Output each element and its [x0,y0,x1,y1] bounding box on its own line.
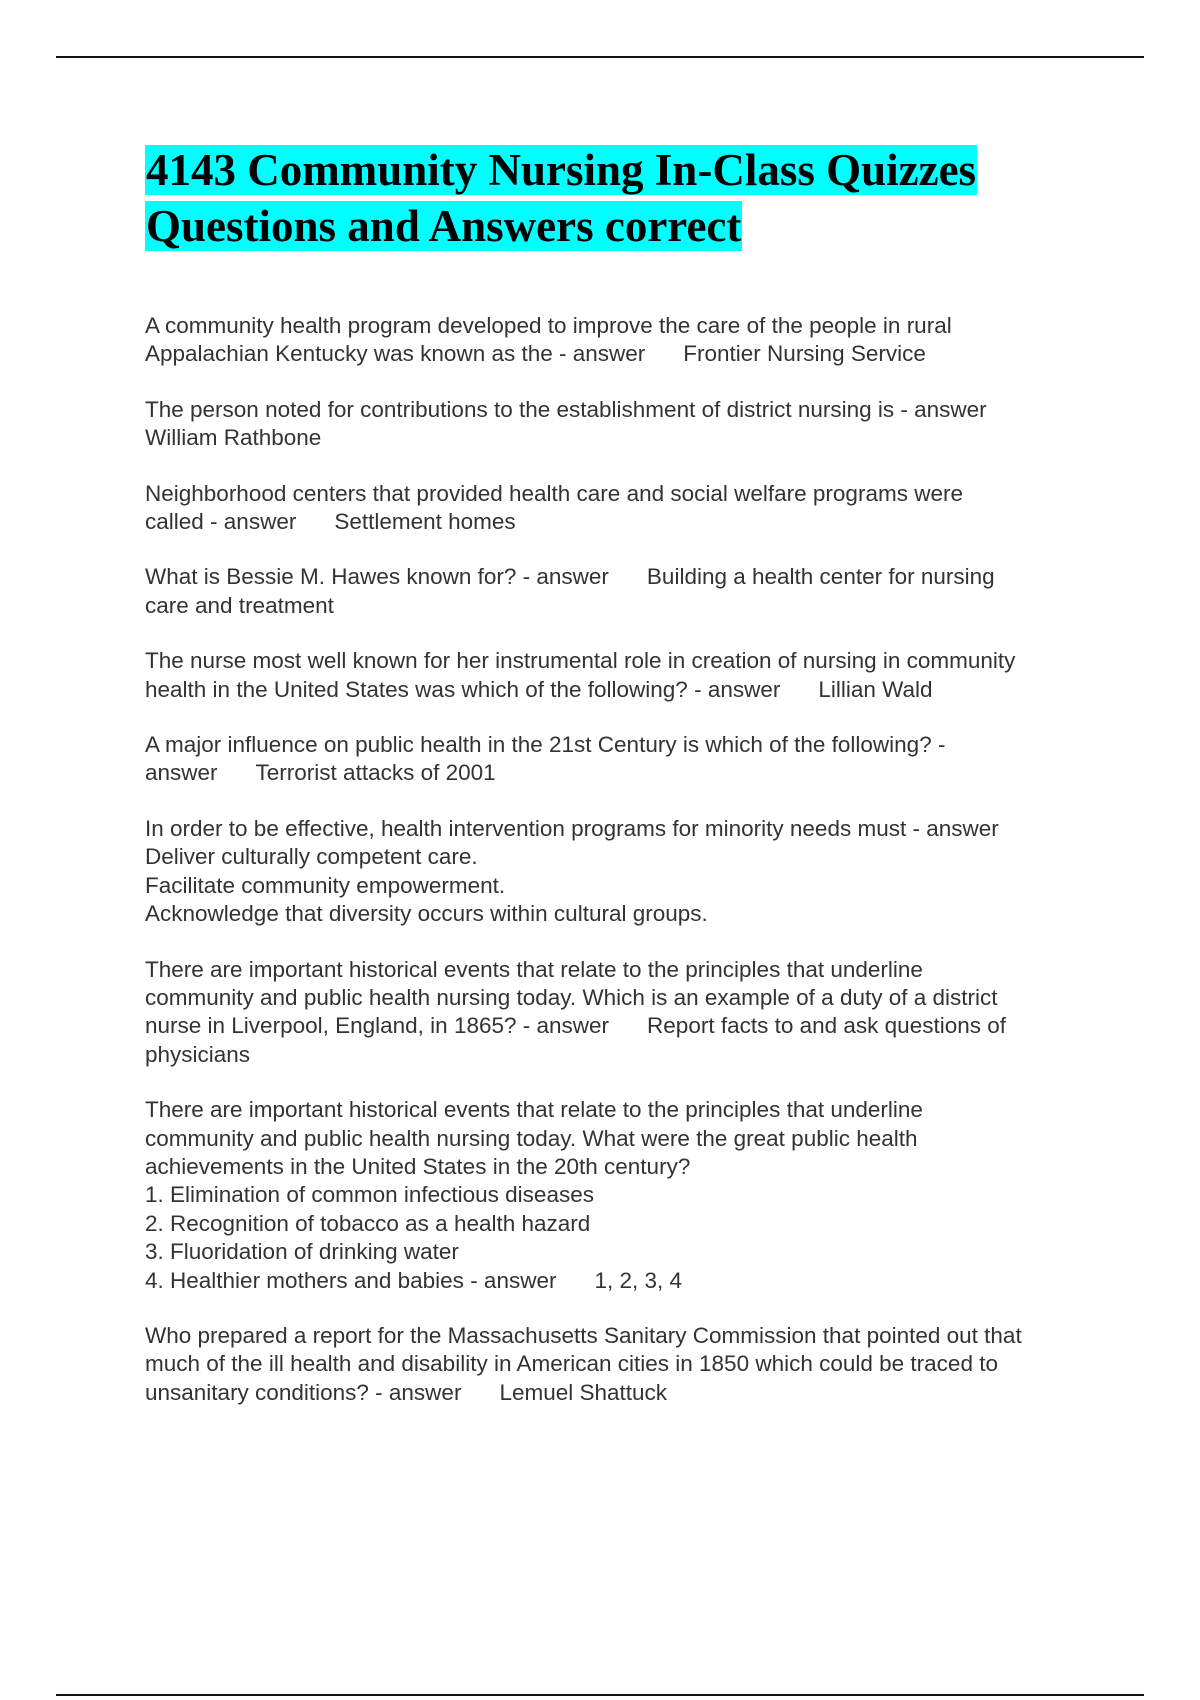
question-line: William Rathbone [145,425,322,451]
answer-marker: - answer [470,1267,557,1293]
bottom-rule [56,1694,1144,1696]
question-line [145,508,1105,536]
question-line: 2. Recognition of tobacco as a health hazard [145,1210,591,1236]
answer-text: Frontier Nursing Service [683,341,926,367]
question-line: community and public health nursing today. What were the great public health [145,1125,918,1151]
answer-marker: - answer [210,509,297,535]
question-line [145,1012,1105,1040]
answer-text: Lemuel Shattuck [499,1379,668,1405]
question-text: 4. Healthier mothers and babies [145,1267,471,1293]
question-line [145,340,1105,368]
qa-item [145,1096,1105,1295]
question-text: What is Bessie M. Hawes known for? [145,564,523,590]
question-line: In order to be effective, health intervention programs for minority needs must - answer [145,815,999,841]
question-text: health in the United States was which of the following? [145,676,695,702]
answer-marker: - answer [522,1013,610,1039]
document-body [145,142,1105,1434]
question-line: 3. Fluoridation of drinking water [145,1239,459,1265]
question-line [145,1379,1105,1407]
question-line: There are important historical events that relate to the principles that underline [145,956,923,982]
question-line: Deliver culturally competent care. [145,844,478,870]
question-line: The person noted for contributions to the establishment of district nursing is - answer [145,396,987,422]
question-line: Acknowledge that diversity occurs within cultural groups. [145,901,708,927]
question-line: much of the ill health and disability in American cities in 1850 which could be traced to [145,1351,998,1377]
qa-item [145,647,1105,704]
question-line: Who prepared a report for the Massachusetts Sanitary Commission that pointed out that [145,1322,1022,1348]
qa-item [145,815,1105,929]
question-text: called [145,509,211,535]
qa-item [145,956,1105,1070]
question-line [145,563,1105,591]
answer-marker: - answer [694,676,781,702]
question-line [145,676,1105,704]
question-line: Neighborhood centers that provided health care and social welfare programs were [145,480,963,506]
answer-continuation: care and treatment [145,592,334,618]
qa-item [145,480,1105,537]
question-line: 1. Elimination of common infectious diseases [145,1182,594,1208]
question-line: There are important historical events that relate to the principles that underline [145,1097,923,1123]
question-text: unsanitary conditions? [145,1379,376,1405]
question-line [145,759,1105,787]
question-line: A major influence on public health in the 21st Century is which of the following? - [145,732,946,758]
question-line: achievements in the United States in the 20th century? [145,1153,691,1179]
question-text: nurse in Liverpool, England, in 1865? [145,1013,523,1039]
answer-marker: - answer [559,341,646,367]
question-line: Facilitate community empowerment. [145,872,506,898]
answer-text: Report facts to and ask questions of [647,1013,1007,1039]
answer-continuation: physicians [145,1041,251,1067]
qa-item [145,1322,1105,1407]
answer-marker: - answer [375,1379,462,1405]
qa-item [145,312,1105,369]
answer-text: Building a health center for nursing [646,564,995,590]
question-line [145,1267,1105,1295]
question-text: answer [145,760,218,786]
answer-text: Terrorist attacks of 2001 [255,760,496,786]
qa-item [145,563,1105,620]
qa-list [145,312,1105,1407]
question-line: The nurse most well known for her instrumental role in creation of nursing in community [145,648,1016,674]
answer-text: 1, 2, 3, 4 [594,1267,683,1293]
title-line: 4143 Community Nursing In-Class Quizzes [146,145,977,195]
page-title [145,142,1105,254]
answer-text: Lillian Wald [818,676,933,702]
qa-item [145,731,1105,788]
answer-text: Settlement homes [334,509,516,535]
answer-marker: - answer [522,564,609,590]
question-text: Appalachian Kentucky was known as the [145,341,559,367]
title-line: Questions and Answers correct [146,201,742,251]
qa-item [145,396,1105,453]
question-line: community and public health nursing today. Which is an example of a duty of a district [145,984,998,1010]
question-line: A community health program developed to improve the care of the people in rural [145,313,952,338]
top-rule [56,56,1144,58]
